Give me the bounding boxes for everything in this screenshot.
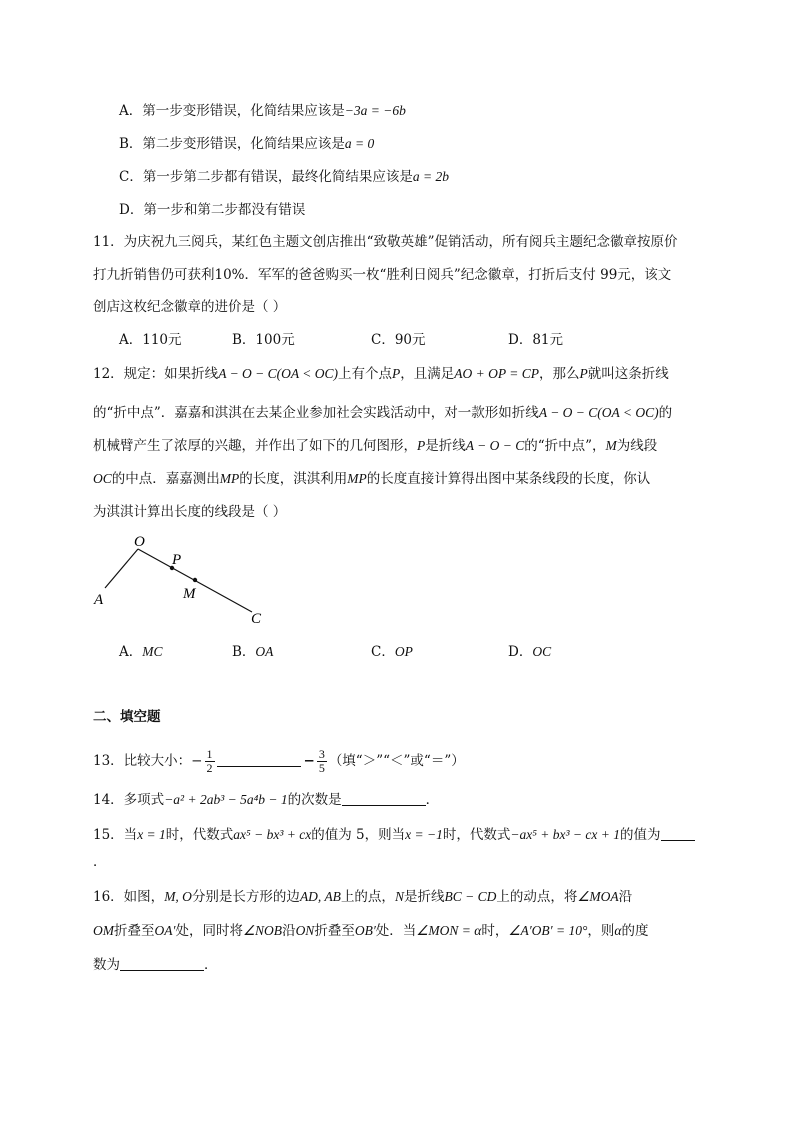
q13-blank: [217, 752, 301, 767]
q12-l4-segment-oc: OC: [93, 471, 112, 486]
q16-l2-text-h: 的度: [621, 923, 649, 939]
q16-l2-om: OM: [93, 923, 114, 938]
q16-l2-on: ON: [295, 923, 315, 938]
q13-f1-numerator: 1: [206, 747, 213, 761]
q16-l2-oa-prime: OA′: [154, 923, 176, 938]
q14-polynomial: −a² + 2ab³ − 5a⁴b − 1: [164, 792, 288, 807]
q12-l3-polyline: A − O − C: [465, 438, 525, 453]
q13-hint: （填“＞”“＜”或“＝”）: [328, 753, 465, 769]
q16-l2-text-a: 折叠至: [114, 923, 155, 939]
q16-l1-polyline: BC − CD: [444, 889, 497, 904]
q16-l1-text-a: 16．如图，: [93, 889, 165, 905]
q14-text-b: 的次数是: [287, 792, 342, 808]
q14-text-a: 14．多项式: [93, 792, 165, 808]
q16-l1-sides: AD, AB: [299, 889, 341, 904]
q12-l4-text-f: 的长度直接计算得出图中某条线段的长度，你认: [366, 471, 651, 487]
q11-line-3: 创店这枚纪念徽章的进价是（ ）: [93, 299, 287, 315]
label-o: O: [134, 534, 145, 550]
q13: [93, 748, 465, 775]
q12-l3-text-d: 为线段: [616, 438, 658, 454]
q16-l2-text-b: 处，同时将: [175, 923, 243, 939]
q16-l1-text-e: 上的动点，将: [496, 889, 578, 905]
q12-figure: [88, 532, 278, 632]
q16-l1-angle: ∠MOA: [577, 889, 619, 904]
q12-l2-text-a: 的“折中点”．嘉嘉和淇淇在去某企业参加社会实践活动中，对一款形如折线: [93, 405, 539, 421]
q12-option-d: [508, 642, 551, 662]
q16-l1-text-f: 沿: [618, 889, 633, 905]
q14: [93, 790, 439, 810]
q12-l4-segment-mp2: MP: [347, 471, 367, 486]
q10-option-a-text: A．第一步变形错误，化简结果应该是: [119, 103, 345, 119]
q12-l2-text-b: 的: [658, 405, 673, 421]
q16-l2-text-d: 折叠至: [314, 923, 355, 939]
q16-l2-angle-nob: ∠NOB: [242, 923, 283, 938]
q15-expr-1: ax⁵ − bx³ + cx: [233, 827, 312, 842]
q16-l2-text-c: 沿: [282, 923, 296, 939]
point-m-dot: [193, 578, 197, 582]
q10-option-c-text: C．第一步第二步都有错误，最终化简结果应该是: [119, 169, 413, 185]
q15-text-c: 的值为 5，则当: [311, 827, 406, 843]
q16-line-3: [93, 955, 218, 975]
q13-text-a: 13．比较大小：−: [93, 753, 203, 769]
q12-l3-point-m: M: [605, 438, 617, 453]
q15-text-a: 15．当: [93, 827, 138, 843]
q16-line-1: [93, 887, 632, 907]
q10-option-c-expr: a = 2b: [412, 169, 449, 184]
q12-option-a-letter: A．: [119, 644, 143, 660]
q12-line-3: [93, 436, 657, 456]
label-a: A: [94, 592, 104, 608]
q12-l4-text-b: 的中点．嘉嘉测出: [111, 471, 220, 487]
q12-l3-text-c: 的“折中点”，: [524, 438, 606, 454]
q15-x1: x = 1: [137, 827, 166, 842]
q16-l1-text-c: 上的点，: [340, 889, 395, 905]
segment-ao: [105, 549, 138, 588]
q12-option-c-value: OP: [394, 644, 413, 659]
q15: [93, 825, 695, 845]
q10-option-d: D．第一步和第二步都没有错误: [119, 202, 306, 218]
q16-l1-text-d: 是折线: [403, 889, 445, 905]
q13-f2-denominator: 5: [318, 761, 325, 775]
section-heading: 二、填空题: [93, 709, 161, 725]
q11-line-1: 11．为庆祝九三阅兵，某红色主题文创店推出“致敬英雄”促销活动，所有阅兵主题纪念徽章按原价: [93, 234, 678, 250]
q16-l1-text-b: 分别是长方形的边: [191, 889, 300, 905]
q10-option-b-expr: a = 0: [344, 136, 375, 151]
q12-option-c-letter: C．: [371, 644, 395, 660]
q10-option-b-text: B．第二步变形错误，化简结果应该是: [119, 136, 345, 152]
q16-l2-alpha: α: [614, 923, 622, 938]
q10-option-b: [119, 134, 374, 154]
q15-text-b: 时，代数式: [165, 827, 234, 843]
q12-l1-text-b: 上有个点: [338, 366, 393, 382]
q13-f2-numerator: 3: [318, 747, 325, 761]
q14-period: ．: [425, 792, 440, 808]
label-p: P: [172, 552, 182, 568]
q12-l3-text-a: 机械臂产生了浓厚的兴趣，并作出了如下的几何图形，: [93, 438, 417, 454]
q13-minus: −: [303, 753, 315, 769]
q13-fraction-1: [205, 748, 215, 775]
q15-x2: x = −1: [405, 827, 443, 842]
q10-option-c: [119, 167, 449, 187]
q12-l1-text-d: ，那么: [539, 366, 580, 382]
q16-l3-text-a: 数为: [93, 957, 120, 973]
q10-option-a: [119, 101, 406, 121]
q12-l1-polyline: A − O − C(OA < OC): [218, 366, 339, 381]
q12-option-b: [232, 642, 273, 662]
q16-l1-points: M, O: [164, 889, 192, 904]
q16-l2-ob-prime: OB′: [354, 923, 376, 938]
q12-option-b-letter: B．: [232, 644, 256, 660]
q12-l1-text-a: 12．规定：如果折线: [93, 366, 219, 382]
q15-text-d: 时，代数式: [442, 827, 511, 843]
q12-option-a: [119, 642, 163, 662]
q16-blank: [120, 956, 204, 971]
q12-line-5: 为淇淇计算出长度的线段是（ ）: [93, 504, 287, 520]
q12-l1-text-f: 就叫这条折线: [587, 366, 669, 382]
q12-option-d-letter: D．: [508, 644, 533, 660]
q16-l2-text-e: 处．当: [375, 923, 417, 939]
q12-l1-text-c: ，且满足: [400, 366, 455, 382]
q12-line-4: [93, 469, 650, 489]
q11-option-b: B．100元: [232, 332, 295, 348]
q16-l2-text-f: 时，: [481, 923, 509, 939]
q16-l2-angle-mon: ∠MON = α: [416, 923, 482, 938]
q12-l3-text-b: 是折线: [425, 438, 466, 454]
q12-option-d-value: OC: [532, 644, 552, 659]
q12-l1-point-p: P: [392, 366, 401, 381]
q14-blank: [342, 791, 426, 806]
q12-l4-text-d: 的长度，淇淇利用: [239, 471, 348, 487]
q15-expr-2: −ax⁵ + bx³ − cx + 1: [510, 827, 620, 842]
q11-line-2: 打九折销售仍可获利10%．军军的爸爸购买一枚“胜利日阅兵”纪念徽章，打折后支付 99元，该文: [93, 267, 672, 283]
q16-l2-angle-aob: ∠A′OB′ = 10°: [508, 923, 588, 938]
q12-l2-polyline: A − O − C(OA < OC): [538, 405, 659, 420]
q12-option-a-value: MC: [142, 644, 163, 659]
q11-option-d: D．81元: [508, 332, 564, 348]
q15-text-e: 的值为: [620, 827, 661, 843]
q16-l2-text-g: ，则: [587, 923, 615, 939]
q12-l1-equation: AO + OP = CP: [454, 366, 539, 381]
q13-f1-denominator: 2: [206, 761, 213, 775]
q15-period: ．: [93, 854, 107, 870]
q15-blank: [661, 826, 695, 841]
q12-option-b-value: OA: [255, 644, 274, 659]
q16-l3-period: ．: [204, 957, 218, 973]
label-c: C: [251, 611, 262, 627]
q11-option-a: A．110元: [119, 332, 182, 348]
q12-l1-point-p2: P: [579, 366, 588, 381]
q13-fraction-2: [317, 748, 327, 775]
q12-option-c: [371, 642, 413, 662]
q12-l3-point-p: P: [417, 438, 426, 453]
q10-option-a-expr: −3a = −6b: [344, 103, 406, 118]
q11-option-c: C．90元: [371, 332, 426, 348]
q12-line-1: [93, 364, 669, 384]
q16-line-2: [93, 921, 648, 941]
q16-l1-point-n: N: [394, 889, 404, 904]
q12-line-2: [93, 403, 672, 423]
label-m: M: [183, 586, 196, 602]
q12-l4-segment-mp: MP: [219, 471, 240, 486]
